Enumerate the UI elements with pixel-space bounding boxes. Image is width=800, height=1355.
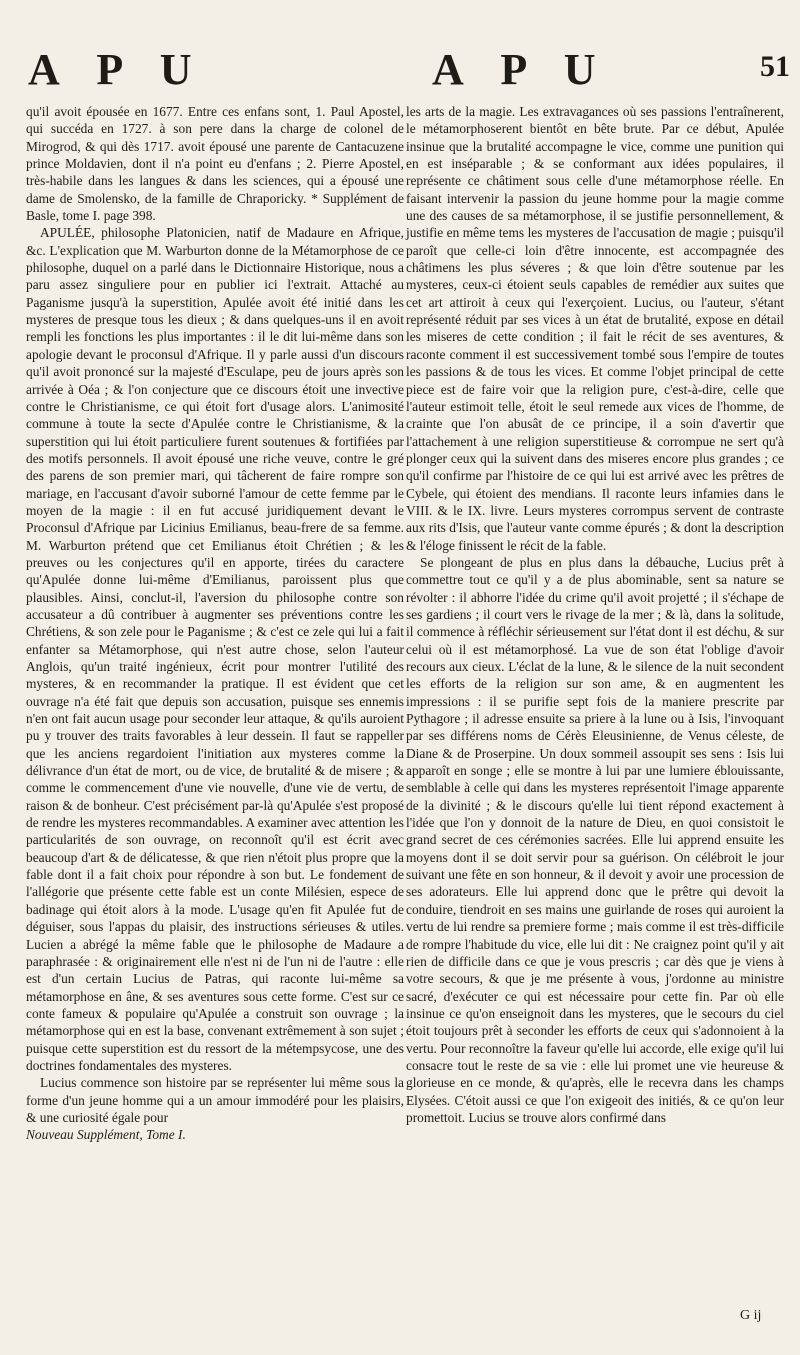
left-paragraph-3: Lucius commence son histoire par se représenter lui même sous la forme d'un jeune homme qui a un amour immodéré pour les plaisirs, & une curiosité égale pour <box>26 1075 404 1125</box>
footer-title: Nouveau Supplément, Tome I. <box>26 1127 186 1143</box>
running-headword-left: A P U <box>28 45 206 94</box>
page-number: 51 <box>760 50 790 83</box>
left-paragraph-apulee: APULÉE, philosophe Platonicien, natif de Madaure en Afrique, &c. L'explication que M. Warburton donne de la Métamorphose de ce philosophe, duquel on a parlé dans le Dictionnaire Historique, nous a paru assez singuliere pour en publier ici l'extrait. Attaché au Paganisme jusqu'à la superstition, Apulée avoit été initié dans les mysteres de presque tous les dieux ; & dans quelques-uns il en avoit rempli les fonctions les plus importantes : il le dit lui-même dans son apologie devant le proconsul d'Afrique. Il y parle aussi d'un discours qu'il avoit prononcé sur la majesté d'Esculape, peu de jours après son arrivée à Oéa ; & l'on conjecture que ce discours étoit une invective contre le Christianisme, ce qui étoit fort d'usage alors. L'animosité commune à toute la secte d'Apulée contre le Christianisme, & la superstition qui lui étoit particuliere furent soutenues & fortifiées par des motifs personnels. Il avoit épousé une riche veuve, contre le gré des parens de son premier mari, qui tâcherent de faire rompre son mariage, en l'accusant d'avoir suborné l'amour de cette femme par le moyen de la magie : il en fut accusé juridiquement devant le Proconsul d'Afrique par Licinius Emilianus, beau-frere de sa femme. M. Warburton prétend que cet Emilianus étoit Chrétien ; & les preuves ou les conjectures qu'il en apporte, tirées du caractere qu'Apulée donne lui-même d'Emilianus, paroissent plus que plausibles. Ainsi, conclut-il, l'aversion du philosophe contre son accusateur a dû contribuer à augmenter ses préventions contre les Chrétiens, & son zele pour le Paganisme ; & c'est ce zele qui lui a fait enfanter sa Métamorphose, qui n'est autre chose, selon l'auteur Anglois, qu'un traité ingénieux, écrit pour montrer l'utilité des mysteres, & en recommander la pratique. Il est évident que cet ouvrage n'a été fait que depuis son accusation, puisque ses ennemis n'en ont fait aucun usage pour seconder leur attaque, & qu'ils auroient pu y trouver des traits favorables à leur dessein. Il faut se rappeller que les anciens regardoient l'initiation aux mysteres comme la délivrance d'un état de mort, ou de vice, de brutalité & de misere ; & comme le commencement d'une vie nouvelle, d'une vie de vertu, de raison & de bonheur. C'est précisément par-là qu'Apulée s'est proposé de rendre les mysteres recommandables. A examiner avec attention les particularités de son ouvrage, on reconnoît qu'il est écrit avec beaucoup d'art & de délicatesse, & que rien n'étoit plus propre que la fable dont il a fait choix pour répondre à son but. Le fondement de l'allégorie que présente cette fable est un conte Milésien, espece de badinage qui étoit alors à la mode. L'usage qu'en fit Apulée fut de déguiser, sous l'appas du plaisir, des instructions sérieuses & utiles. Lucien a abrégé la même fable que le philosophe de Madaure a paraphrasée : & originairement elle n'est ni de l'un ni de l'autre : elle est d'un certain Lucius de Patras, qui raconte lui-même sa métamorphose en âne, & ses aventures sous cette forme. C'est sur ce conte fameux & populaire qu'Apulée a construit son ouvrage ; la métamorphose qui en est la base, convenant extrêmement à son sujet ; puisque cette superstition est du ressort de la métempsycose, une des doctrines fondamentales des mysteres. <box>26 225 404 1073</box>
left-footer <box>26 1126 404 1143</box>
signature-mark: G ij <box>740 1308 762 1323</box>
right-column <box>406 103 784 1126</box>
right-paragraph-1: les arts de la magie. Les extravagances où ses passions l'entraînerent, le métamorphoserent bientôt en bête brute. Par ce début, Apulée insinue que la brutalité accompagne le vice, comme une punition qui en est inséparable ; & se conformant aux idées populaires, il représente ce châtiment sous celle d'une métamorphose réelle. En faisant intervenir la passion du jeune homme pour la magie comme une des causes de sa métamorphose, il se justifie personnellement, & justifie en même tems les mysteres de l'accusation de magie ; puisqu'il paroît que celle-ci loin d'être innocente, est accompagnée des châtimens les plus séveres ; & que loin d'être soutenue par les mysteres, ceux-ci étoient seuls capables de remédier aux suites que cet art attiroit à ceux qui l'exerçoient. Lucius, ou l'auteur, s'étant représenté réduit par ses vices à un état de brutalité, expose en détail les miseres de cette condition ; il fait le récit de ses aventures, & raconte comment il est successivement tombé sous l'empire de toutes les passions & de tous les vices. Et comme l'objet principal de cette piece est de faire voir que la religion pure, c'est-à-dire, celle que l'auteur estimoit telle, étoit le seul remede aux vices de l'homme, de crainte que l'on abusât de ce principe, il a soin d'avertir que l'attachement à une religion superstitieuse & corrompue ne sert qu'à plonger ceux qui la suivent dans des miseres encore plus grandes ; ce qu'il confirme par l'histoire de ce qui lui est arrivé avec les prêtres de Cybele, qui étoient des mendians. Il raconte leurs infamies dans le VIII. & le IX. livre. Leurs mysteres corrompus servent de contraste aux rits d'Isis, que l'auteur vante comme épurés ; & dont la description & l'éloge finissent le récit de la fable. <box>406 104 784 553</box>
left-column <box>26 103 404 1144</box>
running-headword-right: A P U <box>432 45 610 94</box>
right-paragraph-2: Se plongeant de plus en plus dans la débauche, Lucius prêt à commettre tout ce qu'il y a de plus abominable, sent sa nature se révolter : il abhorre l'idée du crime qu'il avoit projetté ; il s'échape de ses gardiens ; il court vers le rivage de la mer ; & là, dans la solitude, il commence à réfléchir sérieusement sur l'état dont il est déchu, & sur celui où il est métamorphosé. La vue de son état l'oblige d'avoir recours aux cieux. L'éclat de la lune, & le silence de la nuit secondent les efforts de la religion sur son ame, & en augmentent les impressions : il se purifie sept fois de la maniere prescrite par Pythagore ; il adresse ensuite sa priere à la lune ou à Isis, l'invoquant par ses différens noms de Cérès Eleusinienne, de Venus céleste, de Diane & de Proserpine. Un doux sommeil assoupit ses sens : Isis lui apparoît en songe ; elle se montre à lui par une lumiere éblouissante, semblable à celle qui dans les mysteres représentoit l'image apparente de la divinité ; & le discours qu'elle lui tient répond exactement à l'idée que l'on y donnoit de la nature de Dieu, en quoi consistoit le grand secret de ces cérémonies sacrées. Elle lui apprend ensuite les moyens dont il se doit servir pour sa guérison. On célébroit le jour suivant une fête en son honneur, & il devoit y avoir une procession de ses adorateurs. Elle lui apprend donc que le prêtre qui devoit la conduire, tiendroit en ses mains une guirlande de roses qui auroient la vertu de lui rendre sa premiere forme ; mais comme il est très-difficile de rompre l'habitude du vice, elle lui dit : Ne craignez point qu'il y ait rien de difficile dans ce que je vous prescris ; car dès que je viens à votre secours, & que je me présente à vous, j'ordonne au ministre sacré, d'exécuter ce qui est nécessaire pour cette fin. Par où elle insinue ce qu'on enseignoit dans les mysteres, que le secours du ciel étoit toujours prêt à seconder les efforts de ceux qui s'adonnoient à la vertu. Pour reconnoître la faveur qu'elle lui accorde, elle exige qu'il lui consacre tout le reste de sa vie : elle lui promet une vie heureuse & glorieuse en ce monde, & qu'après, elle le recevra dans les champs Elysées. C'étoit aussi ce que l'on exigeoit des initiés, & ce qu'on leur promettoit. Lucius se trouve alors confirmé dans <box>406 554 784 1125</box>
left-paragraph-1: qu'il avoit épousée en 1677. Entre ces enfans sont, 1. Paul Apostel, qui succéda en 1727. à son pere dans la charge de colonel de Mirogrod, & qui dès 1717. avoit épousé une parente de Cantacuzene prince Moldavien, dont il n'a point eu d'enfans ; 2. Pierre Apostel, très-habile dans les langues & dans les sciences, qui a épousé une dame de Smolensko, de la famille de Chraporicky. * Supplément de Basle, tome I. page 398. <box>26 104 404 224</box>
